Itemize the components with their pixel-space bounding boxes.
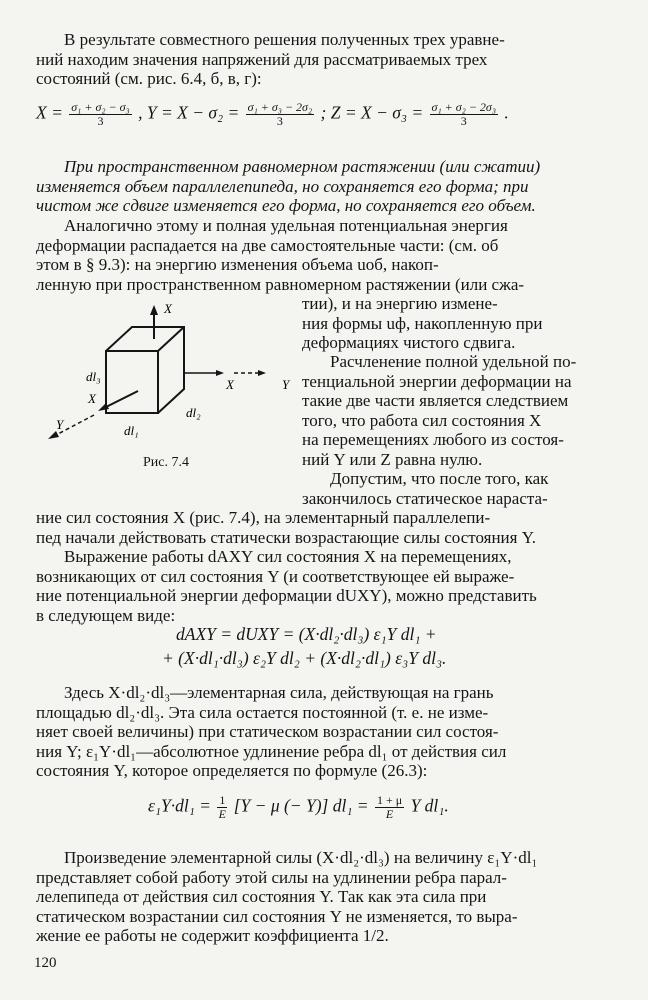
formula-line: dAXY = dUXY = (X·dl₂·dl₃) ε₁Y dl₁ + bbox=[176, 624, 437, 644]
text-line: няет своей величины) при статическом возрастании сил состоя- bbox=[36, 722, 499, 741]
text-line: В результате совместного решения полученных трех уравне- bbox=[64, 30, 505, 49]
conclusion-paragraph bbox=[36, 848, 616, 946]
text-line: лелепипеда от действия сил состояния Y. Так как эта сила при bbox=[36, 887, 487, 906]
text-line: в следующем виде: bbox=[36, 605, 176, 625]
text-line: ленную при пространственном равномерном растяжении (или сжа- bbox=[36, 274, 525, 294]
text-line: ние сил состояния X (рис. 7.4), на элементарный параллелепи- bbox=[36, 508, 491, 527]
decomposition-paragraph bbox=[302, 352, 616, 469]
work-formula bbox=[162, 622, 596, 670]
text-line: При пространственном равномерном растяжении (или сжатии) bbox=[64, 157, 541, 176]
formula-middle: [Y − μ (− Y)] dl₁ = bbox=[233, 795, 369, 816]
text-line: ний Y или Z равна нулю. bbox=[302, 449, 483, 469]
text-line: состояний (см. рис. 6.4, б, в, г): bbox=[36, 69, 262, 88]
text-line: закончилось статическое нараста- bbox=[302, 488, 548, 508]
cube-edge bbox=[158, 327, 184, 351]
fraction bbox=[69, 101, 131, 128]
text-line: того, что работа сил состояния X bbox=[302, 410, 542, 430]
parallelepiped-figure bbox=[36, 295, 306, 455]
text-line: этом в § 9.3): на энергию изменения объема uоб, накоп- bbox=[36, 255, 439, 274]
text-line: изменяется объем параллелепипеда, но сохраняется его форма; при bbox=[36, 176, 529, 196]
text-line: ния формы uф, накопленную при bbox=[302, 313, 543, 333]
formula-y-lhs: , Y = X − σ₂ = bbox=[138, 102, 240, 123]
elongation-formula bbox=[148, 794, 548, 821]
text-line: тенциальной энергии деформации на bbox=[302, 371, 572, 391]
italic-paragraph bbox=[36, 157, 616, 216]
fraction-denominator: E bbox=[218, 807, 227, 821]
fraction bbox=[246, 101, 314, 128]
fraction bbox=[375, 794, 404, 821]
text-line: ний находим значения напряжений для рассматриваемых трех bbox=[36, 49, 488, 69]
energy-paragraph bbox=[36, 216, 616, 294]
text-line: состояния Y, которое определяется по формуле (26.3): bbox=[36, 761, 428, 780]
formula-z-lhs: ; Z = X − σ₃ = bbox=[320, 102, 424, 123]
assumption-paragraph bbox=[302, 469, 616, 508]
formula-end: . bbox=[504, 102, 509, 123]
text-line: деформациях чистого сдвига. bbox=[302, 333, 516, 352]
page-number: 120 bbox=[34, 955, 57, 971]
fraction-numerator: 1 bbox=[219, 793, 226, 807]
text-line: возникающих от сил состояния Y (и соответствующее ей выраже- bbox=[36, 566, 515, 586]
text-line: чистом же сдвиге изменяется его форма, но сохраняется его объем. bbox=[36, 196, 536, 215]
intro-paragraph bbox=[36, 30, 616, 89]
x-arrow-left bbox=[106, 391, 138, 407]
text-line: Произведение элементарной силы (X·dl₂·dl₃) на величину ε₁Y·dl₁ bbox=[64, 848, 538, 867]
text-line: ние потенциальной энергии деформации dUXY), можно представить bbox=[36, 586, 537, 605]
label-dl3: dl₃ bbox=[86, 369, 101, 384]
text-line: Расчленение полной удельной по- bbox=[330, 352, 577, 371]
formula-line: + (X·dl₁·dl₃) ε₂Y dl₂ + (X·dl₂·dl₁) ε₃Y dl₃. bbox=[162, 648, 447, 668]
arrowhead bbox=[98, 403, 109, 411]
text-line: пед начали действовать статически возрастающие силы состояния Y. bbox=[36, 527, 537, 547]
text-line: статическом возрастании сил состояния Y не изменяется, то выра- bbox=[36, 906, 518, 926]
arrowhead bbox=[48, 431, 59, 439]
text-line: жение ее работы не содержит коэффициента 1/2. bbox=[36, 926, 389, 945]
fraction-numerator: 1 + μ bbox=[377, 793, 403, 807]
formula-x-lhs: X = bbox=[36, 102, 63, 123]
fraction-denominator: 3 bbox=[97, 114, 104, 128]
energy-paragraph-continued bbox=[302, 294, 616, 353]
text-line: Здесь X·dl₂·dl₃—элементарная сила, действующая на грань bbox=[64, 683, 494, 702]
fraction-numerator: σ₁ + σ₃ − 2σ₂ bbox=[247, 100, 313, 114]
label-x-left: X bbox=[88, 391, 96, 406]
arrowhead bbox=[216, 370, 224, 376]
work-expression-paragraph bbox=[36, 547, 616, 625]
explanation-paragraph bbox=[36, 683, 616, 781]
assumption-paragraph-continued bbox=[36, 508, 616, 547]
fraction bbox=[217, 794, 227, 821]
text-line: деформации распадается на две самостоятельные части: (см. об bbox=[36, 235, 499, 255]
text-line: представляет собой работу этой силы на удлинении ребра парал- bbox=[36, 867, 507, 887]
text-line: Допустим, что после того, как bbox=[330, 469, 549, 488]
text-line: ния Y; ε₁Y·dl₁—абсолютное удлинение ребра dl₁ от действия сил bbox=[36, 741, 507, 761]
text-line: Аналогично этому и полная удельная потенциальная энергия bbox=[64, 216, 508, 235]
label-dl2: dl₂ bbox=[186, 405, 201, 420]
stress-formula bbox=[36, 101, 626, 128]
text-line: на перемещениях любого из состоя- bbox=[302, 430, 564, 449]
fraction-numerator: σ₁ + σ₂ − 2σ₃ bbox=[431, 100, 497, 114]
fraction-numerator: σ₁ + σ₂ − σ₃ bbox=[71, 100, 130, 114]
label-x-right: X bbox=[226, 377, 234, 392]
formula-lhs: ε₁Y·dl₁ = bbox=[148, 795, 211, 816]
formula-end: Y dl₁. bbox=[410, 795, 449, 816]
fraction-denominator: E bbox=[385, 807, 394, 821]
arrowhead bbox=[258, 370, 266, 376]
fraction bbox=[430, 101, 498, 128]
label-dl1: dl₁ bbox=[124, 423, 139, 438]
arrowhead bbox=[150, 305, 158, 315]
fraction-denominator: 3 bbox=[276, 114, 283, 128]
text-line: площадью dl₂·dl₃. Эта сила остается постоянной (т. е. не изме- bbox=[36, 702, 489, 722]
text-line: тии), и на энергию измене- bbox=[302, 294, 498, 313]
figure-caption: Рис. 7.4 bbox=[143, 455, 189, 470]
label-y-left: Y bbox=[56, 417, 64, 432]
fraction-denominator: 3 bbox=[460, 114, 467, 128]
text-line: Выражение работы dAXY сил состояния X на перемещениях, bbox=[64, 547, 512, 566]
label-y-right: Y bbox=[282, 377, 290, 392]
label-x-top: X bbox=[164, 301, 172, 316]
text-line: такие две части является следствием bbox=[302, 391, 569, 410]
